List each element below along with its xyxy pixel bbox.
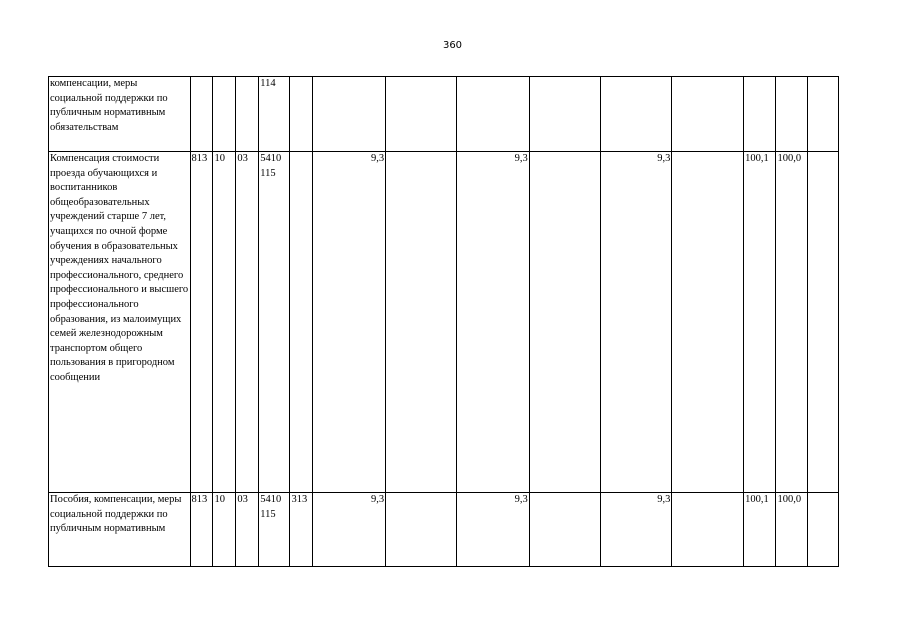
target-code: 5410 115	[259, 493, 290, 567]
amount-3	[600, 77, 672, 152]
percent-2	[776, 77, 807, 152]
empty-cell	[672, 493, 744, 567]
section-code	[213, 77, 236, 152]
percent-1: 100,1	[744, 152, 776, 493]
subsection-code	[236, 77, 259, 152]
table-row	[49, 152, 839, 493]
admin-code: 813	[190, 493, 213, 567]
row-name: компенсации, меры социальной поддержки по публичным нормативным обязательствам	[49, 77, 191, 152]
empty-cell	[386, 77, 457, 152]
amount-2: 9,3	[456, 493, 529, 567]
empty-cell	[807, 493, 838, 567]
amount-1: 9,3	[313, 493, 386, 567]
empty-cell	[672, 77, 744, 152]
row-name: Компенсация стоимости проезда обучающихся и воспитанников общеобразовательных учреждений старше 7 лет, учащихся по очной форме обучения в образовательных учреждениях начального профессионального, среднего профессионального и высшего профессионального образования, из малоимущих семей железнодорожным транспортом общего пользования в пригородном сообщении	[49, 152, 191, 493]
empty-cell	[807, 152, 838, 493]
subsection-code: 03	[236, 493, 259, 567]
page-number: 360	[442, 40, 463, 51]
section-code: 10	[213, 493, 236, 567]
target-code: 5410 115	[259, 152, 290, 493]
amount-2: 9,3	[456, 152, 529, 493]
target-code: 114	[259, 77, 290, 152]
amount-3: 9,3	[600, 493, 672, 567]
expense-type-code	[290, 77, 313, 152]
amount-3: 9,3	[600, 152, 672, 493]
percent-2: 100,0	[776, 493, 807, 567]
empty-cell	[529, 493, 600, 567]
admin-code: 813	[190, 152, 213, 493]
percent-1	[744, 77, 776, 152]
section-code: 10	[213, 152, 236, 493]
empty-cell	[529, 77, 600, 152]
expense-type-code	[290, 152, 313, 493]
subsection-code: 03	[236, 152, 259, 493]
empty-cell	[529, 152, 600, 493]
table-row	[49, 77, 839, 152]
percent-1: 100,1	[744, 493, 776, 567]
empty-cell	[386, 493, 457, 567]
empty-cell	[672, 152, 744, 493]
percent-2: 100,0	[776, 152, 807, 493]
row-name: Пособия, компенсации, меры социальной поддержки по публичным нормативным	[49, 493, 191, 567]
amount-2	[456, 77, 529, 152]
budget-table	[48, 76, 839, 567]
table-row	[49, 493, 839, 567]
amount-1	[313, 77, 386, 152]
amount-1: 9,3	[313, 152, 386, 493]
empty-cell	[386, 152, 457, 493]
expense-type-code: 313	[290, 493, 313, 567]
empty-cell	[807, 77, 838, 152]
admin-code	[190, 77, 213, 152]
